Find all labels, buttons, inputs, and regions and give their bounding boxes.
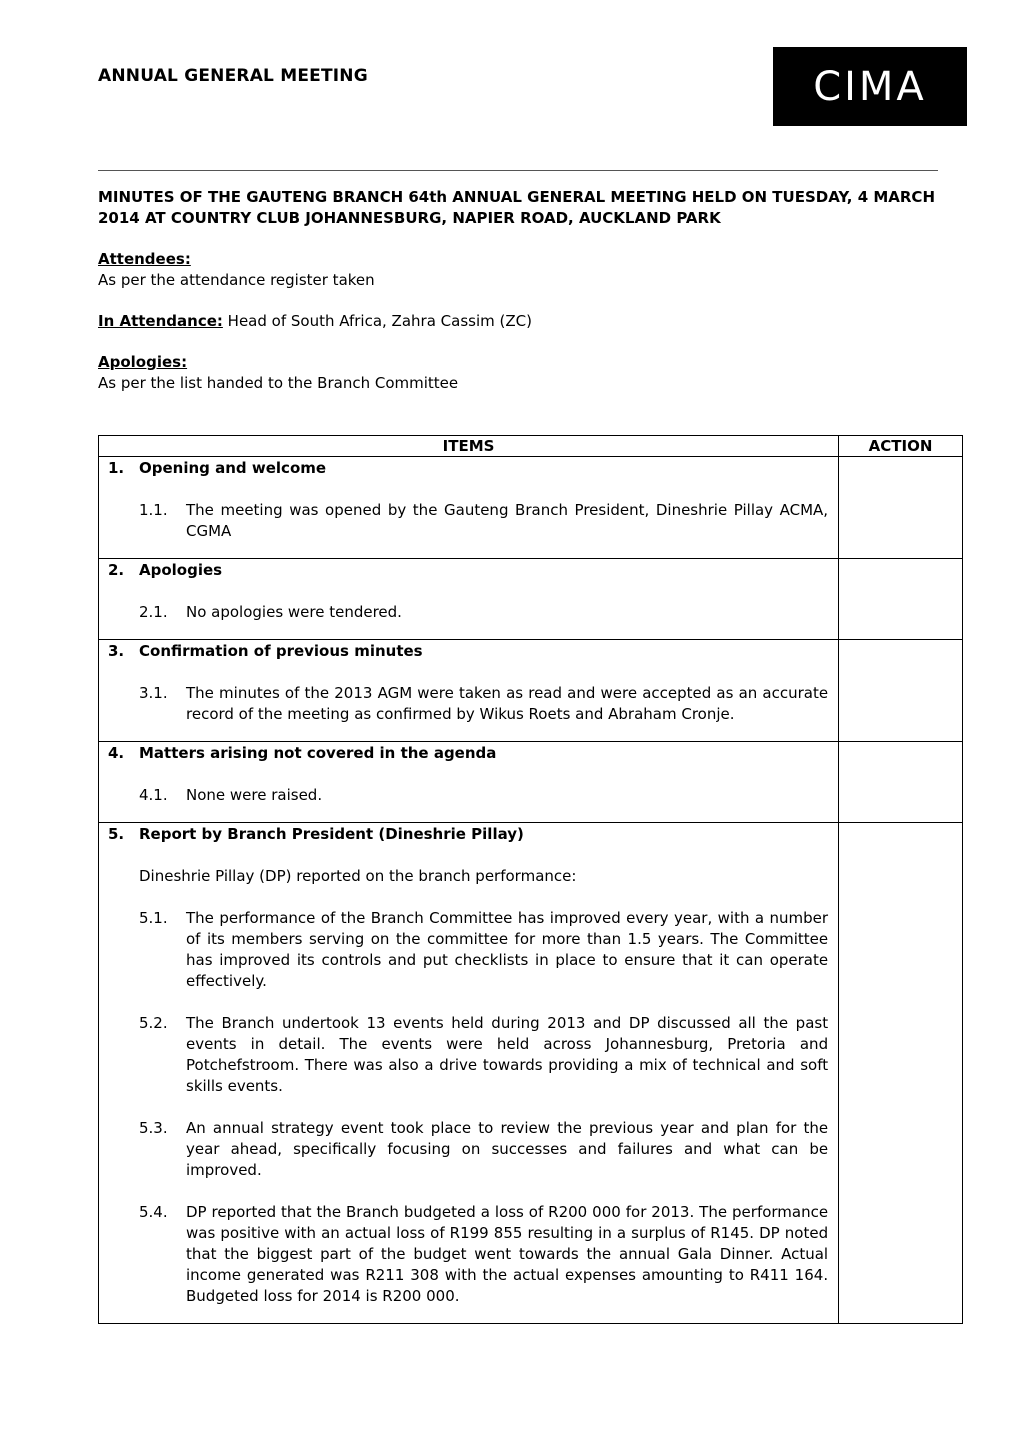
items-cell (99, 457, 839, 559)
agenda-item (139, 683, 828, 725)
section-heading (108, 560, 828, 581)
document-header-title: ANNUAL GENERAL MEETING (98, 66, 368, 86)
item-number: 5.4. (139, 1203, 168, 1221)
section-heading (108, 824, 828, 845)
agenda-table (98, 435, 963, 1324)
item-number: 1.1. (139, 501, 168, 519)
apologies-block (98, 352, 458, 394)
agenda-item (139, 1013, 828, 1097)
item-text: DP reported that the Branch budgeted a loss of R200 000 for 2013. The performance was positive with an actual loss of R199 855 resulting in a surplus of R145. DP noted that the biggest part of the budget went towards the annual Gala Dinner. Actual income generated was R211 308 with the actual expenses amounting to R411 164. Budgeted loss for 2014 is R200 000. (186, 1203, 829, 1305)
items-cell (99, 742, 839, 823)
logo-text: CIMA (813, 63, 927, 110)
section-title: Opening and welcome (139, 459, 327, 477)
apologies-label: Apologies: (98, 353, 188, 371)
items-cell (99, 823, 839, 1324)
item-number: 4.1. (139, 786, 168, 804)
item-text: No apologies were tendered. (186, 603, 402, 621)
section-heading (108, 743, 828, 764)
action-cell (839, 640, 963, 742)
item-text: The minutes of the 2013 AGM were taken as read and were accepted as an accurate record of the meeting as confirmed by Wikus Roets and Abraham Cronje. (186, 684, 829, 723)
action-cell (839, 742, 963, 823)
item-number: 5.2. (139, 1014, 168, 1032)
item-text: The performance of the Branch Committee has improved every year, with a number of its members serving on the committee for more than 1.5 years. The Committee has improved its controls and put checklists in place to ensure that it can operate effectively. (186, 909, 829, 990)
cima-logo (773, 47, 967, 126)
attendees-label: Attendees: (98, 250, 191, 268)
item-number: 5.3. (139, 1119, 168, 1137)
section-intro: Dineshrie Pillay (DP) reported on the branch performance: (139, 867, 577, 885)
in-attendance-label: In Attendance: (98, 312, 223, 330)
section-heading (108, 458, 828, 479)
action-cell (839, 457, 963, 559)
item-text: The meeting was opened by the Gauteng Branch President, Dineshrie Pillay ACMA, CGMA (186, 501, 829, 540)
item-text: An annual strategy event took place to review the previous year and plan for the year ahead, specifically focusing on successes and failures and what can be improved. (186, 1119, 829, 1179)
agenda-item (139, 1202, 828, 1307)
action-column-header: ACTION (839, 436, 963, 457)
attendees-block (98, 249, 375, 291)
agenda-row (99, 457, 963, 559)
section-title: Confirmation of previous minutes (139, 642, 423, 660)
section-number: 1. (108, 459, 125, 477)
items-cell (99, 559, 839, 640)
items-column-header: ITEMS (99, 436, 839, 457)
apologies-text: As per the list handed to the Branch Committee (98, 374, 459, 392)
section-number: 5. (108, 825, 125, 843)
items-cell (99, 640, 839, 742)
agenda-item (139, 785, 828, 806)
agenda-row (99, 559, 963, 640)
agenda-item (139, 908, 828, 992)
in-attendance-text: Head of South Africa, Zahra Cassim (ZC) (222, 312, 532, 330)
section-number: 3. (108, 642, 125, 660)
action-cell (839, 823, 963, 1324)
attendees-text: As per the attendance register taken (98, 271, 375, 289)
agenda-row (99, 742, 963, 823)
minutes-title: MINUTES OF THE GAUTENG BRANCH 64th ANNUAL GENERAL MEETING HELD ON TUESDAY, 4 MARCH 2014 AT COUNTRY CLUB JOHANNESBURG, NAPIER ROAD, AUCKLAND PARK (98, 188, 935, 227)
action-cell (839, 559, 963, 640)
section-title: Matters arising not covered in the agenda (139, 744, 497, 762)
agenda-item (139, 500, 828, 542)
section-number: 2. (108, 561, 125, 579)
section-heading (108, 641, 828, 662)
agenda-item (139, 602, 828, 623)
agenda-row (99, 640, 963, 742)
item-text: The Branch undertook 13 events held during 2013 and DP discussed all the past events in detail. The events were held across Johannesburg, Pretoria and Potchefstroom. There was also a drive towards providing a mix of technical and soft skills events. (186, 1014, 829, 1095)
agenda-row (99, 823, 963, 1324)
item-number: 2.1. (139, 603, 168, 621)
section-title: Report by Branch President (Dineshrie Pillay) (139, 825, 524, 843)
agenda-item (139, 1118, 828, 1181)
item-text: None were raised. (186, 786, 323, 804)
section-title: Apologies (139, 561, 223, 579)
item-number: 3.1. (139, 684, 168, 702)
in-attendance-block (98, 311, 532, 332)
section-number: 4. (108, 744, 125, 762)
header-divider (98, 170, 938, 171)
item-number: 5.1. (139, 909, 168, 927)
